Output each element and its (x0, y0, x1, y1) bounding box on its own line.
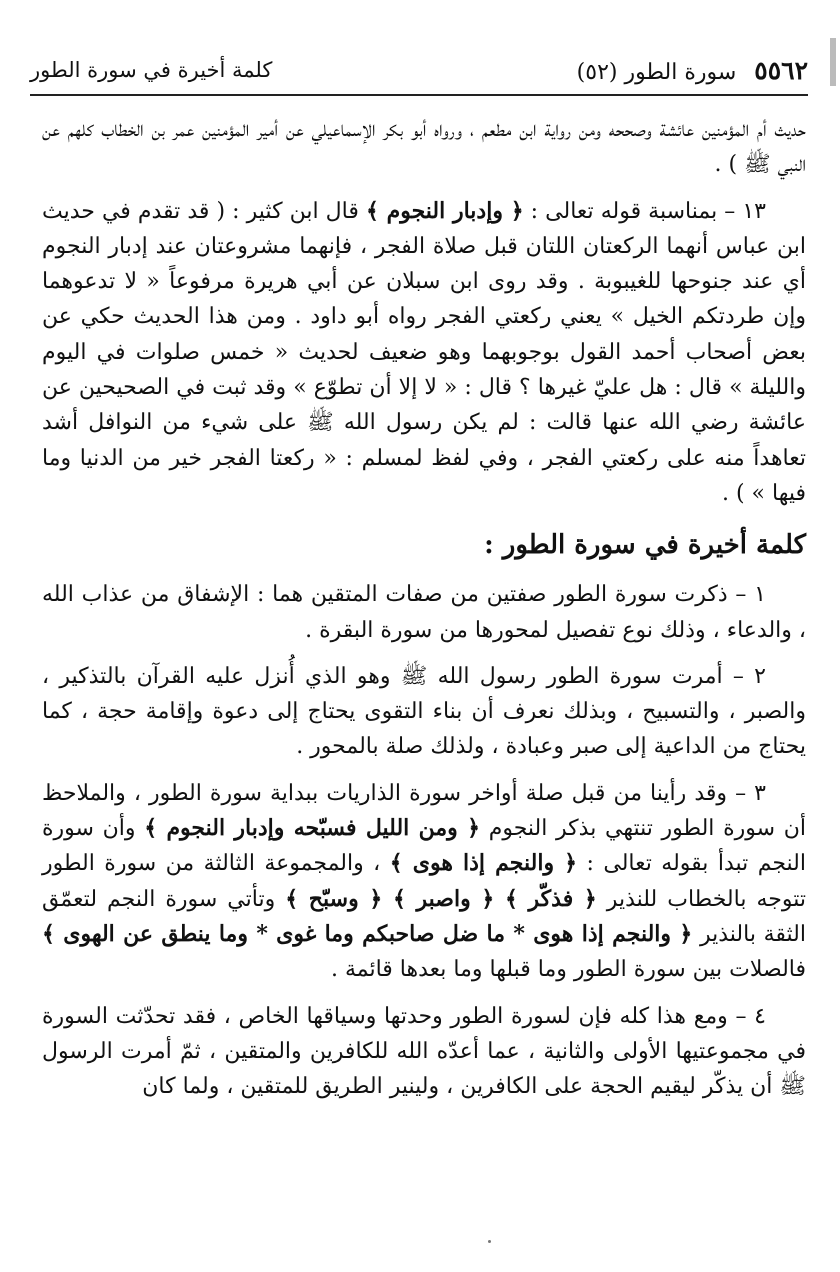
para13-body: قال ابن كثير : ( قد تقدم في حديث ابن عباس أنهما الركعتان اللتان قبل صلاة الفجر ، فإنهما مشروعتان عند إدبار النجوم أي عند جنوحها للغيبوبة . وقد روى ابن سبلان عن أبي هريرة مرفوعاً « لا تدعوهما وإن طردتكم الخيل » يعني ركعتي الفجر رواه أبو داود . ومن هذا الحديث حكي عن بعض أصحاب أحمد القول بوجوبهما وهو ضعيف لحديث « خمس صلوات في اليوم والليلة » قال : هل عليّ غيرها ؟ قال : « لا إلا أن تطوّع » وقد ثبت في الصحيحين عن عائشة رضي الله عنها قالت : لم يكن رسول الله ﷺ على شيء من النوافل أشد تعاهداً منه على ركعتي الفجر ، وفي لفظ لمسلم : « ركعتا الفجر خير من الدنيا وما فيها » ) . (42, 198, 806, 506)
list-item-2: ٢ – أمرت سورة الطور رسول الله ﷺ وهو الذي أُنزل عليه القرآن بالتذكير ، والصبر ، والتسبيح ، وبذلك نعرف أن بناء التقوى يحتاج إلى دعوة وإقامة حجة ، كما يحتاج من الداعية إلى صبر وعبادة ، ولذلك صلة بالمحور . (42, 663, 806, 760)
item3-text-5: فالصلات بين سورة الطور وما قبلها وما بعدها قائمة . (330, 957, 806, 983)
list-item-3 (42, 776, 806, 988)
para13-prefix: ١٣ – بمناسبة قوله تعالى : (523, 198, 766, 224)
intro-paragraph: حديث أم المؤمنين عائشة وصححه ومن رواية ابن مطعم ، ورواه أبو بكر الإسماعيلي عن أمير المؤمنين عمر بن الخطاب كلهم عن النبي ﷺ ) . (42, 117, 806, 178)
item3-text-4: وتأتي سورة النجم لتعمّق الثقة بالنذير (42, 886, 807, 947)
list-item-4: ٤ – ومع هذا كله فإن لسورة الطور وحدتها وسياقها الخاص ، فقد تحدّثت السورة في مجموعتيها الأولى والثانية ، عما أعدّه الله للكافرين والمتقين ، ثمّ أمرت الرسول ﷺ أن يذكّر ليقيم الحجة على الكافرين ، ولينير الطريق للمتقين ، ولما كان (42, 1003, 806, 1100)
item3-text-2: وأن سورة النجم تبدأ بقوله تعالى : (42, 816, 806, 877)
quran-verse: ﴿ ومن الليل فسبّحه وإدبار النجوم ﴾ (144, 815, 481, 842)
item3-text-3: ، والمجموعة الثالثة من سورة الطور تتوجه بالخطاب للنذير (42, 851, 806, 912)
quran-verse: ﴿ والنجم إذا هوى * ما ضل صاحبكم وما غوى * وما ينطق عن الهوى ﴾ (42, 920, 693, 947)
page-number: ٥٥٦٢ (754, 56, 808, 85)
page-body (42, 112, 806, 1104)
section-heading: كلمة أخيرة في سورة الطور : (484, 530, 806, 561)
page-edge-mark (830, 38, 836, 86)
header-right (577, 56, 808, 85)
quran-verse: ﴿ فذكّر ﴾ ﴿ واصبر ﴾ ﴿ وسبّح ﴾ (285, 885, 597, 912)
quran-verse: ﴿ وإدبار النجوم ﴾ (365, 197, 524, 224)
quran-verse: ﴿ والنجم إذا هوى ﴾ (389, 850, 578, 877)
section-running-title: كلمة أخيرة في سورة الطور (30, 58, 273, 82)
footer-dot (488, 1240, 491, 1243)
running-header (30, 52, 808, 96)
surah-heading: سورة الطور (٥٢) (576, 60, 737, 85)
list-item-1: ١ – ذكرت سورة الطور صفتين من صفات المتقين هما : الإشفاق من عذاب الله ، والدعاء ، وذلك نوع تفصيل لمحورها من سورة البقرة . (42, 582, 806, 643)
paragraph-13 (42, 194, 806, 512)
item3-text-1: ٣ – وقد رأينا من قبل صلة أواخر سورة الذاريات ببداية سورة الطور ، والملاحظ أن سورة الطور تنتهي بذكر النجوم (42, 780, 806, 842)
